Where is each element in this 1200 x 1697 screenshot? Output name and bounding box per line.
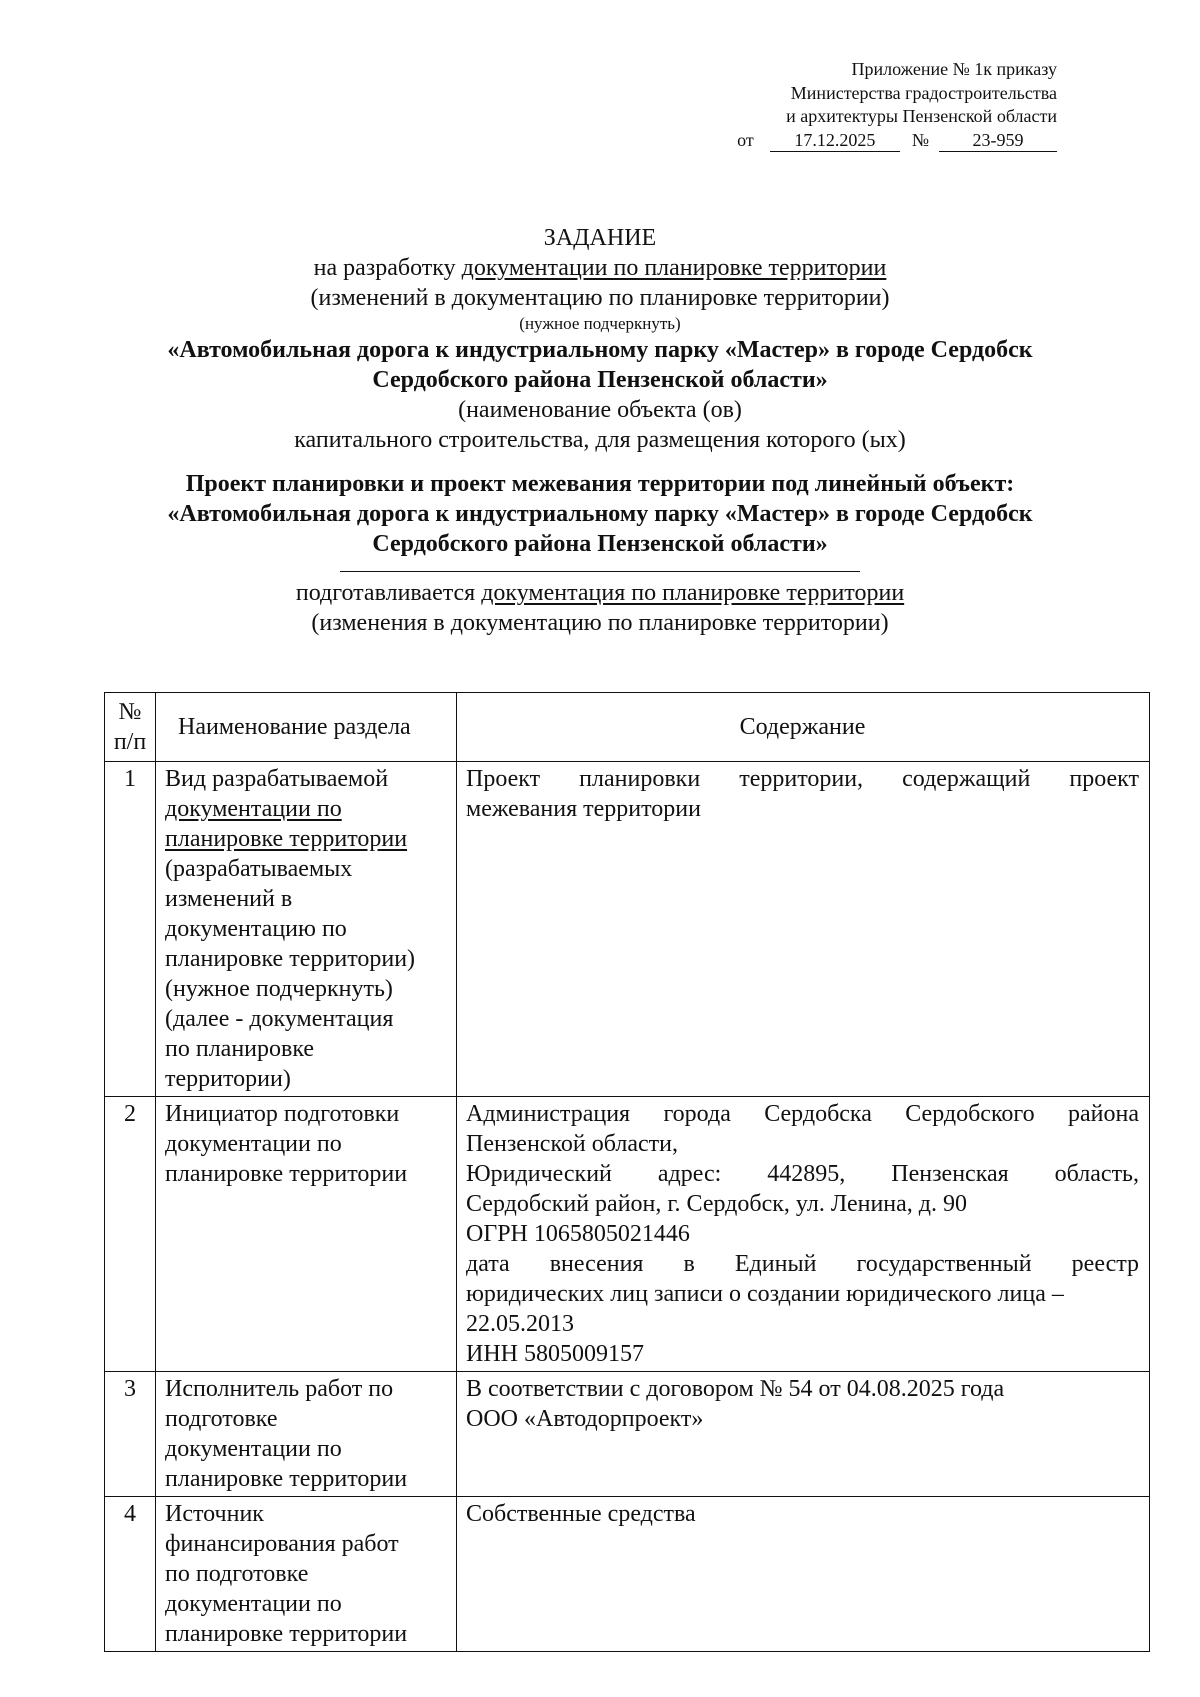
- from-label: от: [737, 129, 754, 150]
- header-section: Наименование раздела: [156, 693, 457, 762]
- prepared-line: [100, 578, 1100, 608]
- row-section-line: планировке территории: [165, 1161, 408, 1187]
- row-content-line: Юридический адрес: 442895, Пензенская область,: [466, 1161, 1139, 1187]
- row-section-line: документации по: [165, 1591, 342, 1617]
- row-content-line: Проект планировки территории, содержащий проект: [466, 766, 1139, 792]
- row-section-line: по планировке: [165, 1036, 315, 1062]
- row-section-line: изменений в: [165, 886, 293, 912]
- number-label: №: [911, 129, 929, 150]
- table-row: [105, 762, 1150, 1097]
- purpose-alternative: (изменений в документацию по планировке территории): [310, 285, 890, 311]
- row-section-underlined: планировке территории: [165, 826, 408, 852]
- row-content-line: Собственные средства: [466, 1501, 696, 1527]
- row-section-line: Исполнитель работ по: [165, 1376, 394, 1402]
- row-number: 4: [105, 1497, 156, 1652]
- row-section: [156, 1372, 457, 1497]
- row-section-line: планировке территории: [165, 1621, 408, 1647]
- object-name-line-2: Сердобского района Пензенской области»: [372, 367, 828, 393]
- appendix-header: [697, 58, 1057, 152]
- header-num: [105, 693, 156, 762]
- prepared-prefix: подготавливается: [295, 580, 482, 606]
- object-caption-2: капитального строительства, для размещения которого (ых): [294, 427, 906, 453]
- row-number: 2: [105, 1097, 156, 1372]
- row-content: [457, 1372, 1150, 1497]
- table-row: [105, 1097, 1150, 1372]
- row-content: [457, 1097, 1150, 1372]
- order-reference: [697, 129, 1057, 153]
- prepared-alternative: (изменения в документацию по планировке территории): [311, 610, 889, 636]
- row-section-line: документации по: [165, 1436, 342, 1462]
- order-number: 23-959: [939, 129, 1057, 152]
- row-section-line: подготовке: [165, 1406, 278, 1432]
- row-section-line: по подготовке: [165, 1561, 309, 1587]
- project-line-3: Сердобского района Пензенской области»: [372, 531, 828, 557]
- object-name-line-1: «Автомобильная дорога к индустриальному парку «Мастер» в городе Сердобск: [167, 337, 1033, 363]
- table-row: [105, 1497, 1150, 1652]
- purpose-prefix: на разработку: [313, 255, 462, 281]
- header-content: Содержание: [457, 693, 1150, 762]
- row-section-line: планировке территории): [165, 946, 416, 972]
- appendix-line-1: Приложение № 1к приказу: [851, 59, 1057, 79]
- row-section: [156, 1097, 457, 1372]
- appendix-line-2: Министерства градостроительства: [790, 82, 1057, 103]
- row-section-line: финансирования работ: [165, 1531, 399, 1557]
- divider-rule: [340, 571, 860, 572]
- row-section-line: Вид разрабатываемой: [165, 766, 389, 792]
- row-number: 1: [105, 762, 156, 1097]
- row-content-line: ИНН 5805009157: [466, 1341, 644, 1367]
- object-caption-1: (наименование объекта (ов): [458, 397, 742, 423]
- row-section-underlined: документации по: [165, 796, 342, 822]
- row-section-line: (нужное подчеркнуть): [165, 976, 393, 1002]
- row-content-line: В соответствии с договором № 54 от 04.08.2025 года: [466, 1376, 1005, 1402]
- row-content-line: ООО «Автодорпроект»: [466, 1406, 704, 1432]
- project-line-2: «Автомобильная дорога к индустриальному парку «Мастер» в городе Сердобск: [167, 501, 1033, 527]
- row-content-line: межевания территории: [466, 796, 701, 822]
- row-section: [156, 762, 457, 1097]
- project-line-1: Проект планировки и проект межевания территории под линейный объект:: [185, 471, 1015, 497]
- task-table: [104, 692, 1150, 1652]
- document-heading: ЗАДАНИЕ: [543, 225, 657, 251]
- row-number: 3: [105, 1372, 156, 1497]
- row-content: [457, 1497, 1150, 1652]
- header-num-pp: п/п: [113, 729, 147, 755]
- row-content-line: Администрация города Сердобска Сердобского района: [466, 1101, 1139, 1127]
- title-block: [100, 223, 1100, 638]
- row-section: [156, 1497, 457, 1652]
- row-content-line: ОГРН 1065805021446: [466, 1221, 690, 1247]
- purpose-line: [100, 253, 1100, 283]
- row-section-line: (далее - документация: [165, 1006, 394, 1032]
- row-section-line: Инициатор подготовки: [165, 1101, 400, 1127]
- row-content-line: Пензенской области,: [466, 1131, 678, 1157]
- row-section-line: планировке территории: [165, 1466, 408, 1492]
- row-section-line: (разрабатываемых: [165, 856, 353, 882]
- row-content-line: Сердобский район, г. Сердобск, ул. Ленина, д. 90: [466, 1191, 967, 1217]
- underline-note: (нужное подчеркнуть): [519, 314, 681, 333]
- header-num-symbol: №: [118, 699, 142, 725]
- appendix-line-3: и архитектуры Пензенской области: [786, 106, 1057, 126]
- table-row: [105, 1372, 1150, 1497]
- row-content-line: юридических лиц записи о создании юридического лица –: [466, 1281, 1064, 1307]
- row-content-line: дата внесения в Единый государственный реестр: [466, 1251, 1139, 1277]
- table-header-row: [105, 693, 1150, 762]
- row-section-line: Источник: [165, 1501, 264, 1527]
- row-section-line: документацию по: [165, 916, 347, 942]
- row-section-line: документации по: [165, 1131, 342, 1157]
- row-content: [457, 762, 1150, 1097]
- purpose-underlined: документации по планировке территории: [461, 255, 887, 281]
- row-section-line: территории): [165, 1066, 291, 1092]
- order-date: 17.12.2025: [770, 129, 900, 152]
- row-content-line: 22.05.2013: [466, 1311, 574, 1337]
- prepared-underlined: документация по планировке территории: [481, 580, 905, 606]
